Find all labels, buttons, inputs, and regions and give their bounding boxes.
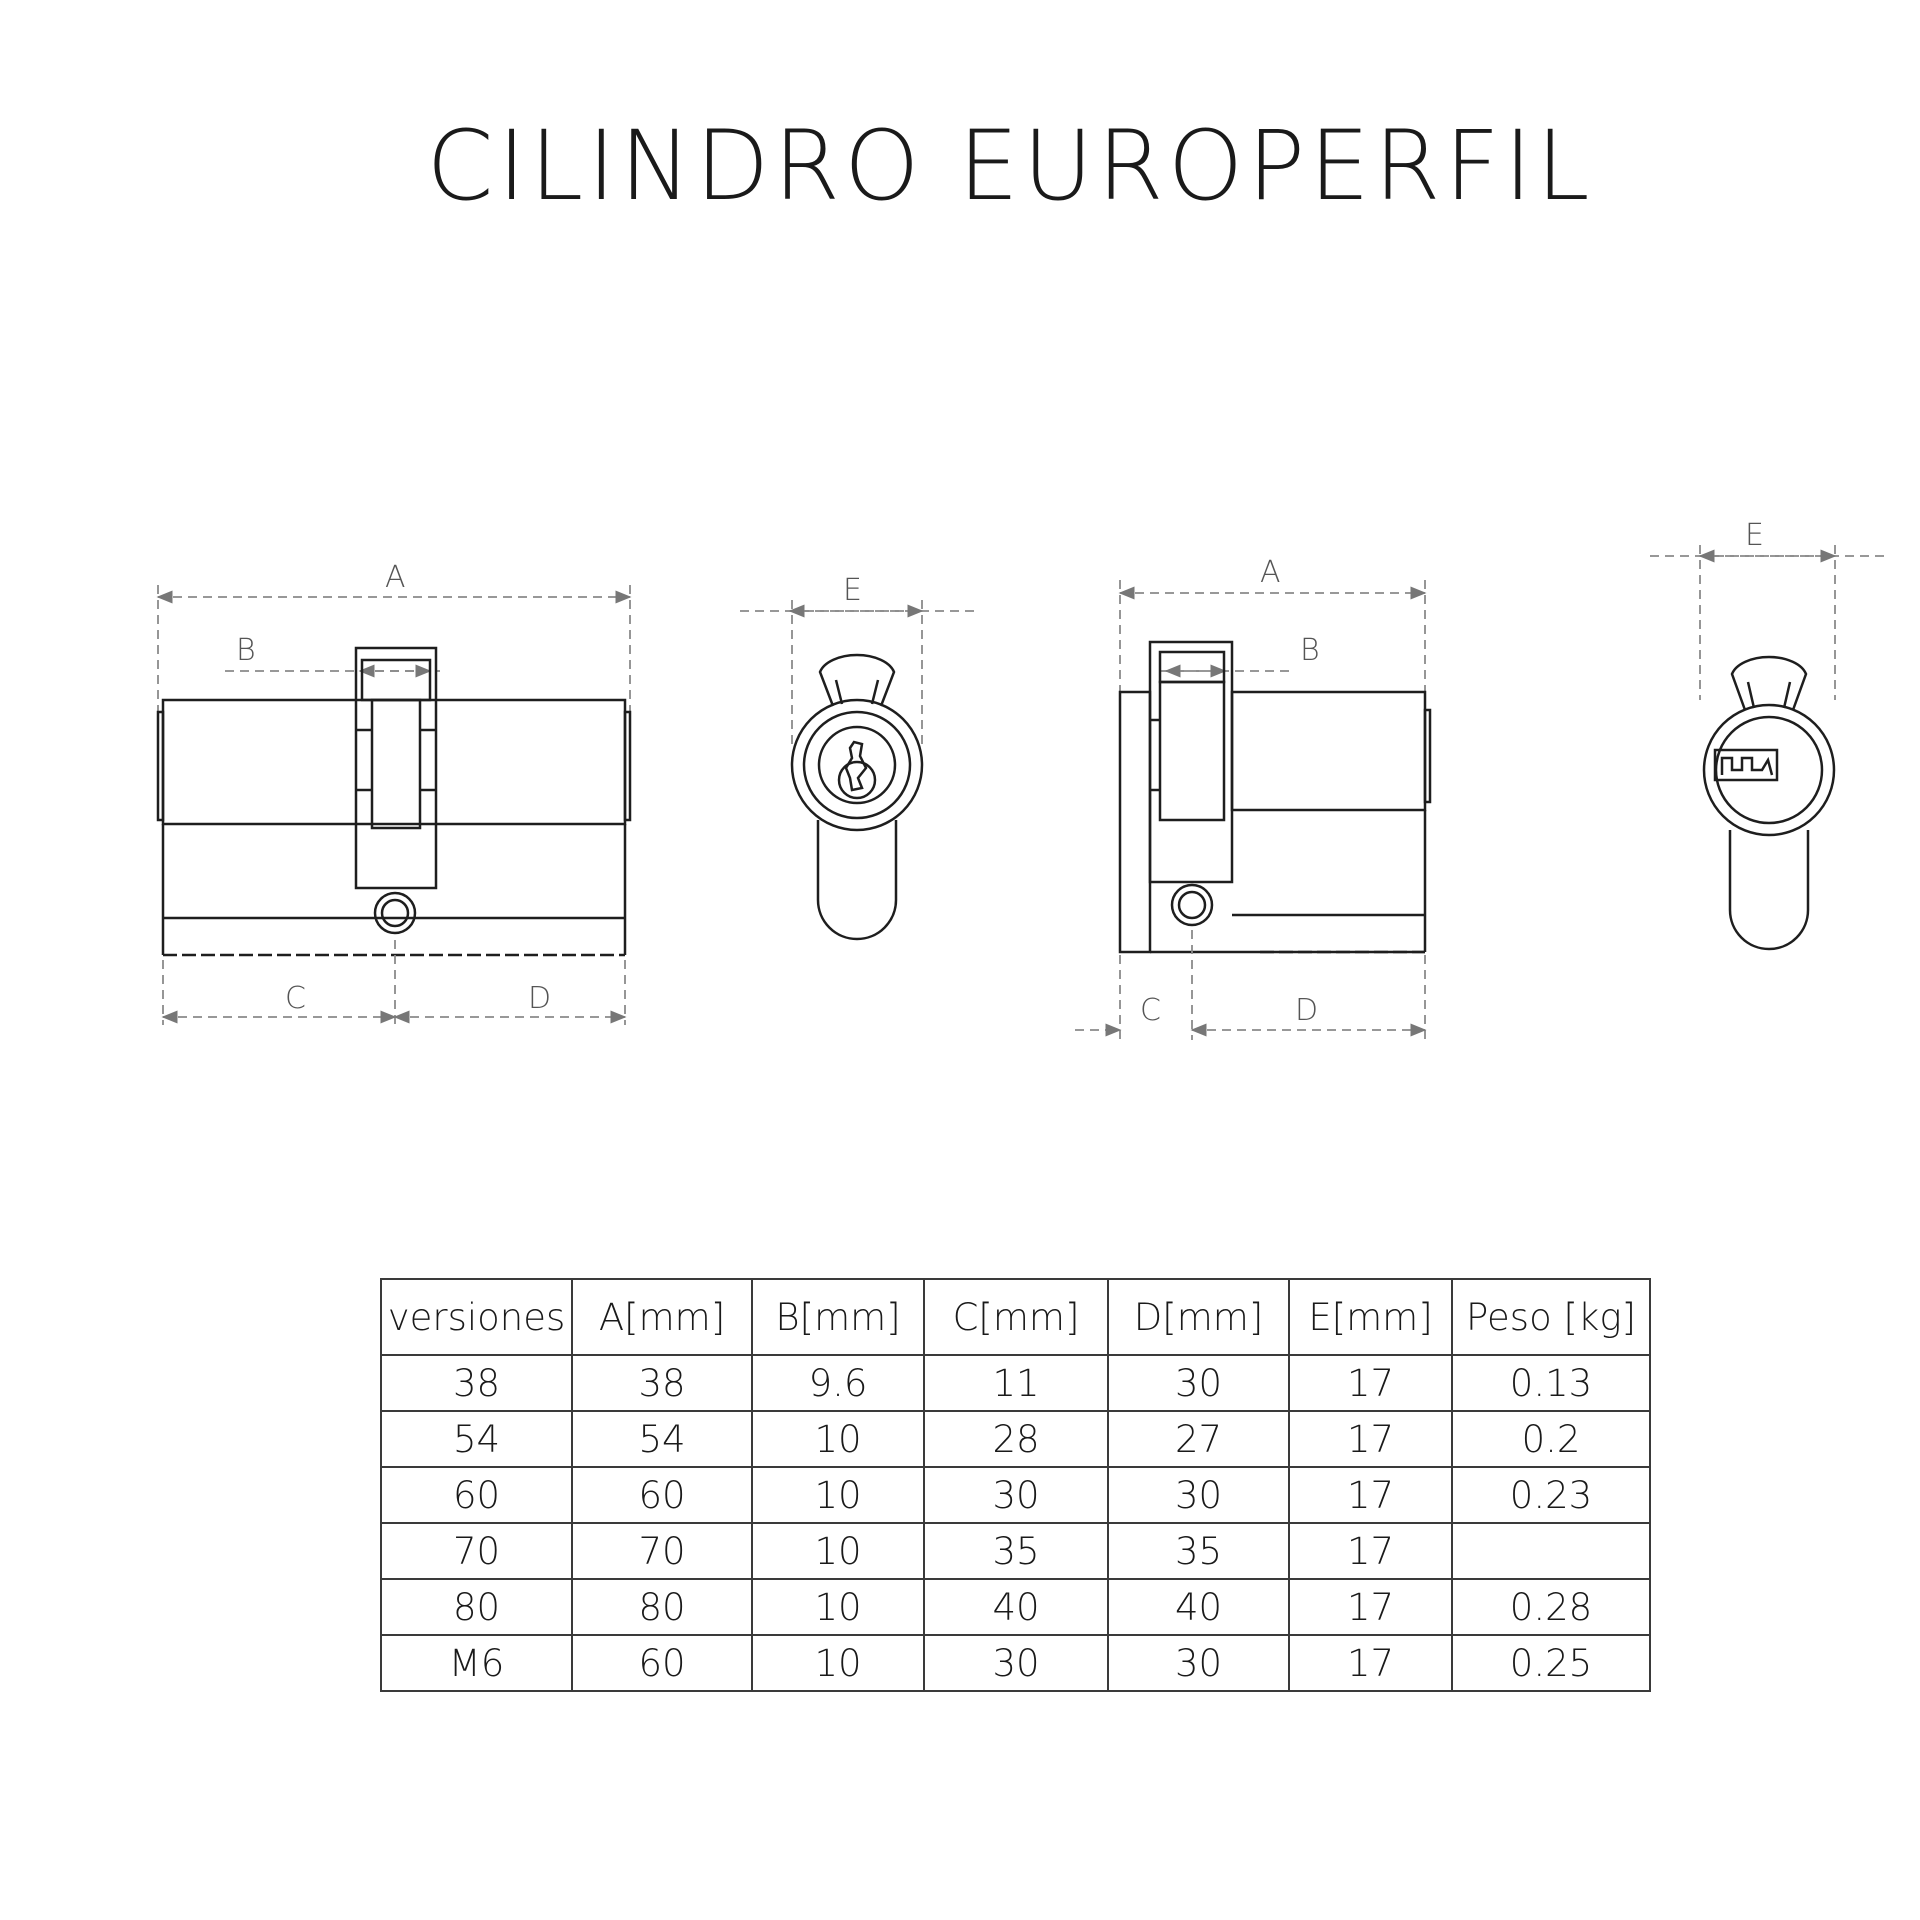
table-cell: 30 [924,1467,1108,1523]
column-header: B[mm] [752,1279,924,1355]
half-cylinder-front-view [1650,518,1885,949]
table-cell: 0.25 [1452,1635,1650,1691]
column-header: versiones [381,1279,572,1355]
dimension-label-c-half: C [1140,993,1161,1028]
table-cell: 10 [752,1411,924,1467]
table-row [381,1635,1650,1691]
table-cell: 10 [752,1579,924,1635]
table-cell: 17 [1289,1411,1452,1467]
table-row [381,1579,1650,1635]
table-row [381,1467,1650,1523]
table-cell: 10 [752,1523,924,1579]
table-cell: 30 [1108,1355,1289,1411]
table-cell: 40 [924,1579,1108,1635]
dimension-label-c: C [285,981,306,1016]
column-header: D[mm] [1108,1279,1289,1355]
table-row [381,1523,1650,1579]
table-cell: 17 [1289,1635,1452,1691]
table-cell: 30 [1108,1635,1289,1691]
specifications-table [380,1278,1651,1692]
table-cell: 35 [1108,1523,1289,1579]
table-cell: 60 [572,1467,752,1523]
table-cell: 0.2 [1452,1411,1650,1467]
dimension-label-a-half: A [1260,555,1281,590]
column-header: E[mm] [1289,1279,1452,1355]
page-title: CILINDRO EUROPERFIL [426,110,1594,222]
dimension-label-e-half: E [1745,518,1764,553]
dimension-label-a: A [385,560,406,595]
dimension-label-b-half: B [1300,633,1320,668]
column-header: Peso [kg] [1452,1279,1650,1355]
half-cylinder-side-view [1075,555,1430,1040]
table-cell: 40 [1108,1579,1289,1635]
table-cell: 0.13 [1452,1355,1650,1411]
dimension-label-d: D [528,981,552,1016]
column-header: C[mm] [924,1279,1108,1355]
table-cell: 60 [572,1635,752,1691]
double-cylinder-front-view [740,573,975,939]
table-header-row [381,1279,1650,1355]
table-row [381,1411,1650,1467]
dimension-label-e: E [843,573,862,608]
table-cell: 17 [1289,1355,1452,1411]
double-cylinder-side-view [158,560,630,1025]
table-cell: 17 [1289,1467,1452,1523]
table-cell: 70 [381,1523,572,1579]
table-cell: 38 [381,1355,572,1411]
table-cell [1452,1523,1650,1579]
table-cell: 60 [381,1467,572,1523]
table-cell: 0.23 [1452,1467,1650,1523]
table-cell: 35 [924,1523,1108,1579]
table-cell: 9.6 [752,1355,924,1411]
table-cell: 10 [752,1467,924,1523]
table-cell: 70 [572,1523,752,1579]
table-cell: 17 [1289,1579,1452,1635]
table-cell: 0.28 [1452,1579,1650,1635]
table-cell: 10 [752,1635,924,1691]
column-header: A[mm] [572,1279,752,1355]
dimension-label-b: B [236,633,256,668]
table-cell: 80 [381,1579,572,1635]
table-cell: M6 [381,1635,572,1691]
table-cell: 28 [924,1411,1108,1467]
table-cell: 80 [572,1579,752,1635]
table-cell: 17 [1289,1523,1452,1579]
table-cell: 30 [924,1635,1108,1691]
table-cell: 11 [924,1355,1108,1411]
table-cell: 30 [1108,1467,1289,1523]
dimension-label-d-half: D [1295,993,1319,1028]
table-cell: 54 [381,1411,572,1467]
table-cell: 38 [572,1355,752,1411]
table-row [381,1355,1650,1411]
table-cell: 54 [572,1411,752,1467]
table-cell: 27 [1108,1411,1289,1467]
